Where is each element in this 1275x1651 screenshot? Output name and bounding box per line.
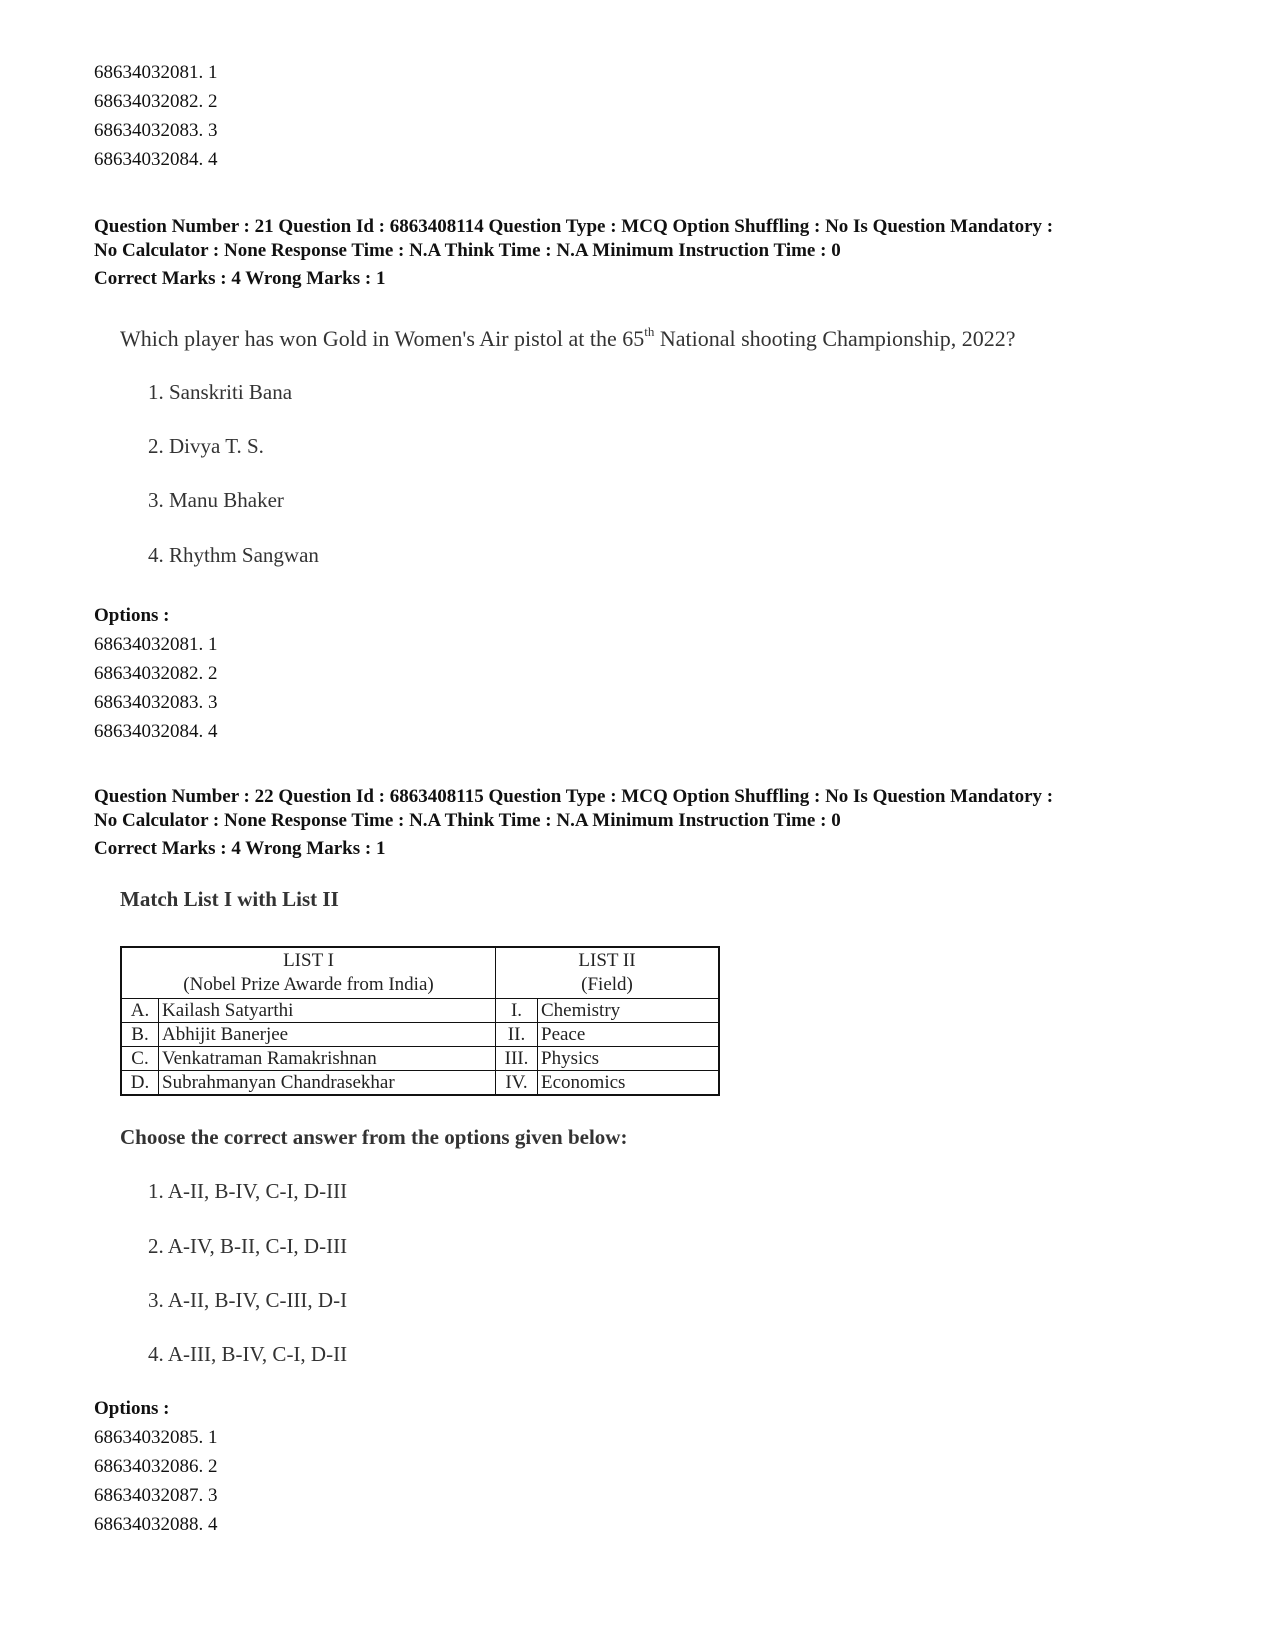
q22-options-label: Options : [94,1398,170,1419]
option-id: 68634032087. 3 [94,1485,218,1506]
list2-title: LIST II [578,950,636,971]
list2-value: Physics [538,1047,720,1071]
option-id: 68634032082. 2 [94,91,218,112]
q21-meta-line-3: Correct Marks : 4 Wrong Marks : 1 [94,268,386,289]
q22-choose-text: Choose the correct answer from the options given below: [120,1125,628,1149]
list2-value: Peace [538,1023,720,1047]
q22-meta-line-3: Correct Marks : 4 Wrong Marks : 1 [94,838,386,859]
option-id: 68634032084. 4 [94,721,218,742]
q21-question-sup: th [644,323,655,339]
list1-title: LIST I [283,950,334,971]
q21-meta-line-1: Question Number : 21 Question Id : 6863408114 Question Type : MCQ Option Shuffling : No Is Question Mandatory : [94,216,1054,237]
list1-subtitle: (Nobel Prize Awarde from India) [183,974,434,995]
q21-meta [94,215,1053,291]
match-table [120,946,720,1096]
list2-label: II. [496,1023,538,1047]
q21-choice-3: 3. Manu Bhaker [148,488,284,512]
q21-choice-4: 4. Rhythm Sangwan [148,543,319,567]
table-row [121,1071,719,1096]
q22-meta-line-1: Question Number : 22 Question Id : 6863408115 Question Type : MCQ Option Shuffling : No Is Question Mandatory : [94,786,1054,807]
list2-label: III. [496,1047,538,1071]
q22-choice-3: 3. A-II, B-IV, C-III, D-I [148,1288,348,1312]
q22-choice-2: 2. A-IV, B-II, C-I, D-III [148,1234,348,1258]
list1-value: Subrahmanyan Chandrasekhar [159,1071,496,1096]
q22-choice-1: 1. A-II, B-IV, C-I, D-III [148,1179,348,1203]
list1-label: B. [121,1023,159,1047]
option-id: 68634032086. 2 [94,1456,218,1477]
q21-choice-2: 2. Divya T. S. [148,434,264,458]
option-id: 68634032083. 3 [94,120,218,141]
list2-label: IV. [496,1071,538,1096]
q22-meta-line-2: No Calculator : None Response Time : N.A Think Time : N.A Minimum Instruction Time : 0 [94,810,841,831]
list2-subtitle: (Field) [581,974,633,995]
option-id: 68634032081. 1 [94,62,218,83]
list1-value: Abhijit Banerjee [159,1023,496,1047]
list2-header [496,947,720,999]
q22-meta [94,785,1053,861]
q21-question-after: National shooting Championship, 2022? [654,326,1016,351]
list1-value: Kailash Satyarthi [159,999,496,1023]
q21-question-before: Which player has won Gold in Women's Air pistol at the 65 [120,326,645,351]
table-header-row [121,947,719,999]
list2-value: Economics [538,1071,720,1096]
q21-meta-line-2: No Calculator : None Response Time : N.A Think Time : N.A Minimum Instruction Time : 0 [94,240,841,261]
q21-choice-1: 1. Sanskriti Bana [148,380,293,404]
list1-label: D. [121,1071,159,1096]
q22-choice-4: 4. A-III, B-IV, C-I, D-II [148,1342,348,1366]
q22-heading: Match List I with List II [120,887,339,911]
option-id: 68634032085. 1 [94,1427,218,1448]
list2-value: Chemistry [538,999,720,1023]
list2-label: I. [496,999,538,1023]
option-id: 68634032082. 2 [94,663,218,684]
q22-options [94,1394,218,1539]
q21-options [94,601,218,746]
table-row [121,1047,719,1071]
option-id: 68634032083. 3 [94,692,218,713]
list1-value: Venkatraman Ramakrishnan [159,1047,496,1071]
option-id: 68634032088. 4 [94,1514,218,1535]
q21-question-text [120,323,1016,352]
table-row [121,999,719,1023]
list1-label: C. [121,1047,159,1071]
table-row [121,1023,719,1047]
q21-options-label: Options : [94,605,170,626]
list1-label: A. [121,999,159,1023]
option-id: 68634032081. 1 [94,634,218,655]
list1-header [121,947,496,999]
option-id: 68634032084. 4 [94,149,218,170]
previous-question-options [94,58,218,174]
